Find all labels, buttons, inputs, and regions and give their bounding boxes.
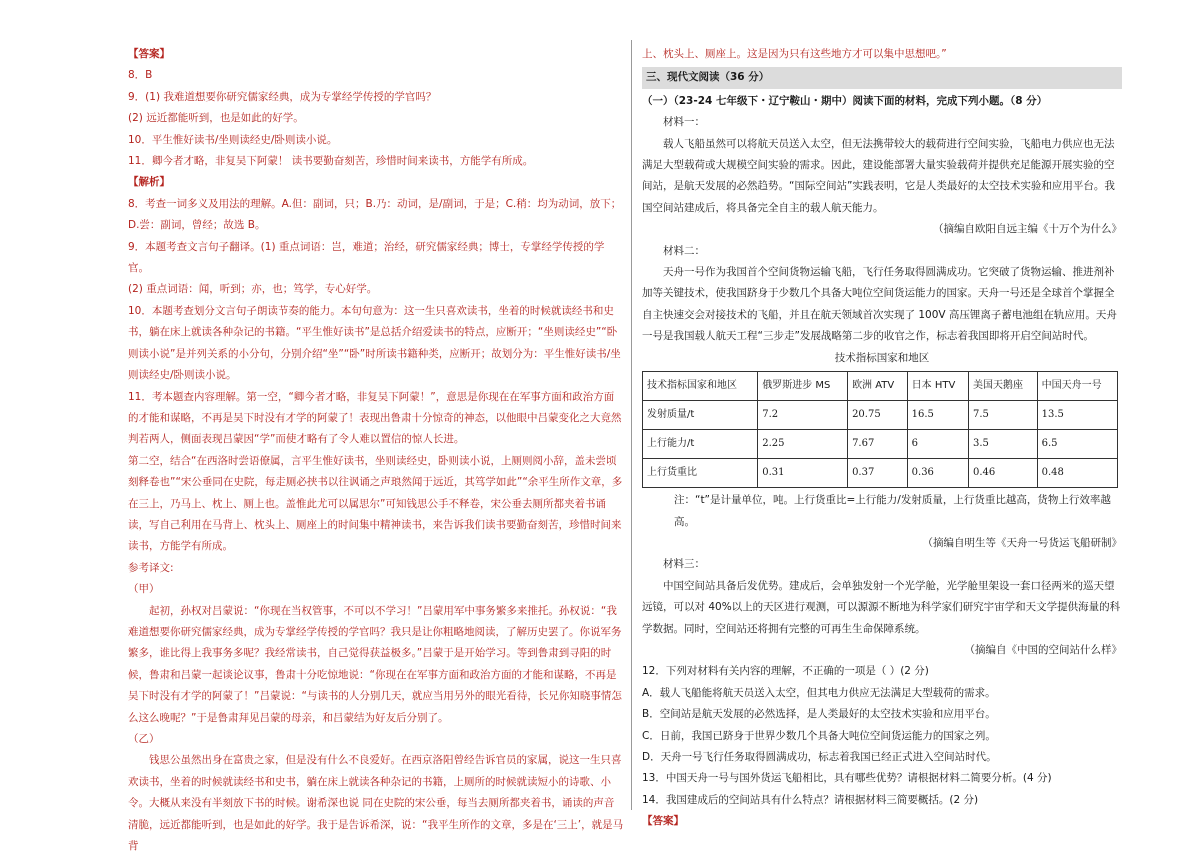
analysis-para: 9．本题考查文言句子翻译。(1) 重点词语：岂，难道；治经，研究儒家经典；博士，专掌经学传授的学官。: [128, 240, 605, 275]
material-1-text: 载人飞船虽然可以将航天员送入太空，但无法携带较大的载荷进行空间实验，飞船电力供应也无法满足大型载荷或大规模空间实验的需求。因此，建设能部署大量实验载荷并提供充足能源开展实验的空间站，是航天发展的必然趋势。“国际空间站”实践表明，它是人类最好的太空技术实验和应用平台。我国空间站建成后，将具备完全自主的载人航天能力。: [642, 137, 1115, 214]
translation-yi-text: 钱思公虽然出身在富贵之家，但是没有什么不良爱好。在西京洛阳曾经告诉官员的家属，说这一生只喜欢读书，坐着的时候就读经书和史书，躺在床上就读各种杂记的书籍，上厕所的时候就读短小的诗歌、小令。大概从来没有半刻放下书的时候。谢希深也说 同在史院的宋公垂，每当去厕所都夹着书，诵读的声音清脆，远近都能听到，也是如此的好学。我于是告诉希深，说：“我平生所作的文章，多是在‘三上’，就是马背: [128, 754, 624, 853]
question-12-option: A．载人飞船能将航天员送入太空，但其电力供应无法满足大型载荷的需求。: [642, 686, 996, 699]
table-cell: 16.5: [907, 401, 968, 430]
table-header-cell: 日本 HTV: [907, 372, 968, 401]
question-12-option: D．天舟一号飞行任务取得圆满成功，标志着我国已经正式进入空间站时代。: [642, 750, 997, 763]
analysis-para: 11．考本题查内容理解。第一空，“卿今者才略，非复吴下阿蒙！”，意思是你现在在军事方面和政治方面的才能和谋略，不再是吴下时没有才学的阿蒙了！表现出鲁肃十分惊奇的神态，以他眼中吕蒙变化之大竟然判若两人，侧面表现吕蒙因“学”而使才略有了令人难以置信的惊人长进。: [128, 390, 622, 446]
table-row: [643, 459, 1118, 488]
right-column: [642, 44, 1122, 833]
table-cell: 7.2: [758, 401, 848, 430]
table-cell: 0.37: [848, 459, 908, 488]
question-12-option: B．空间站是航天发展的必然选择，是人类最好的太空技术实验和应用平台。: [642, 708, 996, 721]
table-cell: 2.25: [758, 430, 848, 459]
material-1-label: 材料一：: [663, 116, 705, 129]
table-cell: 0.48: [1037, 459, 1117, 488]
translation-yi-heading: （乙）: [128, 733, 160, 745]
table-header-cell: 俄罗斯进步 MS: [758, 372, 848, 401]
column-divider: [631, 40, 632, 810]
question-13: 13．中国天舟一号与国外货运飞船相比，具有哪些优势？请根据材料二简要分析。(4 分): [642, 772, 1052, 785]
answer-line: 10．平生惟好读书/坐则读经史/卧则读小说。: [128, 133, 338, 146]
analysis-para: (2) 重点词语：闻，听到；亦，也；笃学，专心好学。: [128, 283, 378, 296]
material-2-label: 材料二：: [663, 244, 705, 257]
translation-heading: 参考译文:: [128, 561, 174, 574]
translation-continuation: 上、枕头上、厕座上。这是因为只有这些地方才可以集中思想吧。”: [642, 48, 947, 60]
table-cell: 13.5: [1037, 401, 1117, 430]
answer-line: 9．(1) 我难道想要你研究儒家经典，成为专掌经学传授的学官吗？: [128, 90, 437, 103]
table-row: [643, 430, 1118, 459]
question-14: 14．我国建成后的空间站具有什么特点？请根据材料三简要概括。(2 分): [642, 793, 979, 806]
material-3-source: （摘编自《中国的空间站什么样》: [964, 643, 1122, 656]
table-cell: 7.67: [848, 430, 908, 459]
translation-jia-heading: （甲）: [128, 583, 160, 596]
table-cell: 6.5: [1037, 430, 1117, 459]
table-header-cell: 欧洲 ATV: [848, 372, 908, 401]
table-cell: 0.36: [907, 459, 968, 488]
left-column: [128, 44, 624, 857]
table-header-cell: 中国天舟一号: [1037, 372, 1117, 401]
answer-heading: 【答案】: [128, 48, 170, 60]
table-header-row: [643, 372, 1118, 401]
section-title: 三、现代文阅读（36 分）: [642, 67, 1122, 88]
material-2-text: 天舟一号作为我国首个空间货物运输飞船，飞行任务取得圆满成功。它突破了货物运输、推进剂补加等关键技术，使我国跻身于少数几个具备大吨位空间货运能力的国家。天舟一号还是全球首个掌握全自主快速交会对接技术的飞船，并且在航天领域首次实现了 100V 高压锂离子蓄电池组在轨应用。天舟一号是我国载人航天工程“三步走”发展战略第二步的收官之作，标志着我国即将开启空间站时代。: [642, 266, 1117, 343]
table-cell: 3.5: [968, 430, 1037, 459]
table-cell: 上行货重比: [643, 459, 758, 488]
tech-indicator-table: [642, 371, 1118, 488]
question-12-option: C．日前，我国已跻身于世界少数几个具备大吨位空间货运能力的国家之列。: [642, 729, 996, 742]
table-header-cell: 美国天鹅座: [968, 372, 1037, 401]
answer-line: 11．卿今者才略，非复吴下阿蒙！ 读书要勤奋刻苦，珍惜时间来读书，方能学有所成。: [128, 155, 534, 168]
table-cell: 上行能力/t: [643, 430, 758, 459]
analysis-para: 第二空，结合“在西洛时尝语僚属，言平生惟好读书，坐则读经史，卧则读小说，上厕则阅小辞，盖未尝顷刻释卷也”“宋公垂同在史院，每走厕必挟书以往讽诵之声琅然闻于远近，其笃学如此”“余平生所作文章，多在三上，乃马上、枕上、厕上也。盖惟此尤可以属思尔”可知钱思公手不释卷，宋公垂去厕所都夹着书诵读，写自己利用在马背上、枕头上、厕座上的时间集中精神读书，来告诉我们读书要勤奋刻苦，珍惜时间来读书，方能学有所成。: [128, 454, 623, 553]
material-3-text: 中国空间站具备后发优势。建成后，会单独发射一个光学舱，光学舱里架设一套口径两米的巡天望远镜，可以对 40%以上的天区进行观测，可以源源不断地为科学家们研究宇宙学和天文学提供海量的科学数据。同时，空间站还将拥有完整的可再生生命保障系统。: [642, 579, 1121, 635]
material-2-source: （摘编自明生等《天舟一号货运飞船研制》: [922, 536, 1122, 549]
table-cell: 0.31: [758, 459, 848, 488]
material-3-label: 材料三：: [663, 558, 705, 571]
table-cell: 发射质量/t: [643, 401, 758, 430]
question-intro: （一）（23-24 七年级下・辽宁鞍山・期中）阅读下面的材料，完成下列小题。（8 分）: [642, 94, 1048, 107]
translation-jia-text: 起初，孙权对吕蒙说：“你现在当权管事，不可以不学习！”吕蒙用军中事务繁多来推托。孙权说：“我难道想要你研究儒家经典，成为专掌经学传授的学官吗？我只是让你粗略地阅读，了解历史罢了。你说军务繁多，谁比得上我事务多呢？我经常读书，自己觉得获益极多。”吕蒙于是开始学习。等到鲁肃到寻阳的时候，鲁肃和吕蒙一起谈论议事，鲁肃十分吃惊地说：“你现在在军事方面和政治方面的才能和谋略，不再是吴下时没有才学的阿蒙了！”吕蒙说：“与读书的人分别几天，就应当用另外的眼光看待，长兄你知晓事情怎么这么晚呢？”于是鲁肃拜见吕蒙的母亲，和吕蒙结为好友后分别了。: [128, 604, 622, 724]
analysis-para: 8．考查一词多义及用法的理解。A.但：副词，只；B.乃：动词，是/副词，于是；C.稍：均为动词，放下；D.尝：副词，曾经；故选 B。: [128, 197, 622, 232]
analysis-heading: 【解析】: [128, 176, 170, 189]
material-1-source: （摘编自欧阳自远主编《十万个为什么》: [933, 223, 1122, 236]
answer-line: (2) 远近都能听到，也是如此的好学。: [128, 112, 304, 125]
table-title: 技术指标国家和地区: [834, 351, 930, 364]
question-12: 12．下列对材料有关内容的理解，不正确的一项是（ ）(2 分): [642, 665, 929, 678]
table-cell: 6: [907, 430, 968, 459]
answer-line: 8．B: [128, 69, 153, 82]
table-note: 注：“t”是计量单位，吨。上行货重比=上行能力/发射质量，上行货重比越高，货物上行效率越高。: [674, 494, 1111, 528]
table-row: [643, 401, 1118, 430]
answer-heading-right: 【答案】: [642, 815, 684, 828]
table-cell: 7.5: [968, 401, 1037, 430]
analysis-para: 10．本题考查划分文言句子朗读节奏的能力。本句句意为：这一生只喜欢读书，坐着的时候就读经书和史书，躺在床上就读各种杂记的书籍。“平生惟好读书”是总括介绍爱读书的特点，应断开；“坐则读经史”“卧则读小说”是并列关系的小分句，分别介绍“坐”“卧”时所读书籍种类，应断开；故划分为：平生惟好读书/坐则读经史/卧则读小说。: [128, 304, 621, 382]
table-cell: 20.75: [848, 401, 908, 430]
table-cell: 0.46: [968, 459, 1037, 488]
table-header-cell: 技术指标国家和地区: [643, 372, 758, 401]
